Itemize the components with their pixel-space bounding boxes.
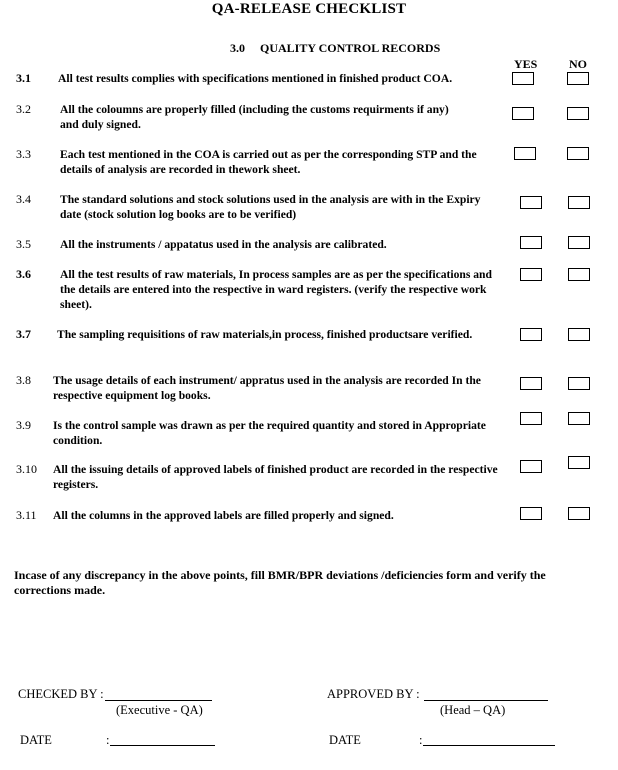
yes-checkbox[interactable] <box>520 236 542 249</box>
no-checkbox[interactable] <box>567 72 589 85</box>
item-number: 3.2 <box>16 102 31 116</box>
item-number: 3.4 <box>16 192 31 206</box>
discrepancy-note: Incase of any discrepancy in the above points, fill BMR/BPR deviations /deficiencies form and verify the corrections made. <box>14 568 546 597</box>
item-text: The usage details of each instrument/ appratus used in the analysis are recorded In the respective equipment log books. <box>53 374 481 402</box>
yes-checkbox[interactable] <box>512 72 534 85</box>
no-checkbox[interactable] <box>568 268 590 281</box>
item-number: 3.5 <box>16 237 31 251</box>
item-number: 3.8 <box>16 373 31 387</box>
item-text: All the coloumns are properly filled (including the customs requirments if any) and duly signed. <box>60 103 449 131</box>
no-checkbox[interactable] <box>567 107 589 120</box>
item-text: Each test mentioned in the COA is carried out as per the corresponding STP and the details of analysis are recorded in thework sheet. <box>60 148 477 176</box>
item-text: The standard solutions and stock solutions used in the analysis are with in the Expiry date (stock solution log books are to be verified) <box>60 193 481 221</box>
date-colon-left: : <box>106 733 110 747</box>
date-line-left[interactable] <box>110 745 215 746</box>
item-number: 3.6 <box>16 267 31 281</box>
yes-checkbox[interactable] <box>520 196 542 209</box>
no-checkbox[interactable] <box>568 236 590 249</box>
no-checkbox[interactable] <box>567 147 589 160</box>
checked-by-label: CHECKED BY : <box>18 687 104 701</box>
item-number: 3.7 <box>16 327 31 341</box>
approved-by-label: APPROVED BY : <box>327 687 420 701</box>
approved-by-signature-line[interactable] <box>424 700 548 701</box>
section-heading <box>230 41 440 56</box>
no-checkbox[interactable] <box>568 507 590 520</box>
no-checkbox[interactable] <box>568 412 590 425</box>
approved-by-role: (Head – QA) <box>440 703 506 717</box>
yes-checkbox[interactable] <box>520 268 542 281</box>
yes-column-header: YES <box>514 57 538 71</box>
yes-checkbox[interactable] <box>514 147 536 160</box>
yes-checkbox[interactable] <box>520 377 542 390</box>
no-checkbox[interactable] <box>568 196 590 209</box>
section-number: 3.0 <box>230 41 245 55</box>
yes-checkbox[interactable] <box>512 107 534 120</box>
checked-by-role: (Executive - QA) <box>116 703 203 717</box>
item-text: Is the control sample was drawn as per the required quantity and stored in Appropriate condition. <box>53 419 486 447</box>
no-column-header: NO <box>569 57 587 71</box>
date-colon-right: : <box>419 733 423 747</box>
checked-by-signature-line[interactable] <box>105 700 212 701</box>
no-checkbox[interactable] <box>568 328 590 341</box>
date-line-right[interactable] <box>423 745 555 746</box>
item-number: 3.3 <box>16 147 31 161</box>
yes-checkbox[interactable] <box>520 412 542 425</box>
item-number: 3.1 <box>16 71 31 85</box>
item-text: All the columns in the approved labels are filled properly and signed. <box>53 509 394 522</box>
no-checkbox[interactable] <box>568 456 590 469</box>
date-label-left: DATE <box>20 733 52 747</box>
item-text: All the test results of raw materials, In process samples are as per the specifications and the details are entered into the respective in ward registers. (verify the respective work sheet). <box>60 268 492 311</box>
item-number: 3.10 <box>16 462 37 476</box>
no-checkbox[interactable] <box>568 377 590 390</box>
yes-checkbox[interactable] <box>520 328 542 341</box>
item-text: All the instruments / appatatus used in the analysis are calibrated. <box>60 238 387 251</box>
yes-checkbox[interactable] <box>520 460 542 473</box>
item-text: All test results complies with specifications mentioned in finished product COA. <box>58 72 453 85</box>
page-title: QA-RELEASE CHECKLIST <box>211 1 407 17</box>
item-number: 3.9 <box>16 418 31 432</box>
yes-checkbox[interactable] <box>520 507 542 520</box>
date-label-right: DATE <box>329 733 361 747</box>
item-text: All the issuing details of approved labels of finished product are recorded in the respective registers. <box>53 463 498 491</box>
section-title: QUALITY CONTROL RECORDS <box>260 41 441 55</box>
item-text: The sampling requisitions of raw materials,in process, finished productsare verified. <box>57 328 473 341</box>
item-number: 3.11 <box>16 508 37 522</box>
